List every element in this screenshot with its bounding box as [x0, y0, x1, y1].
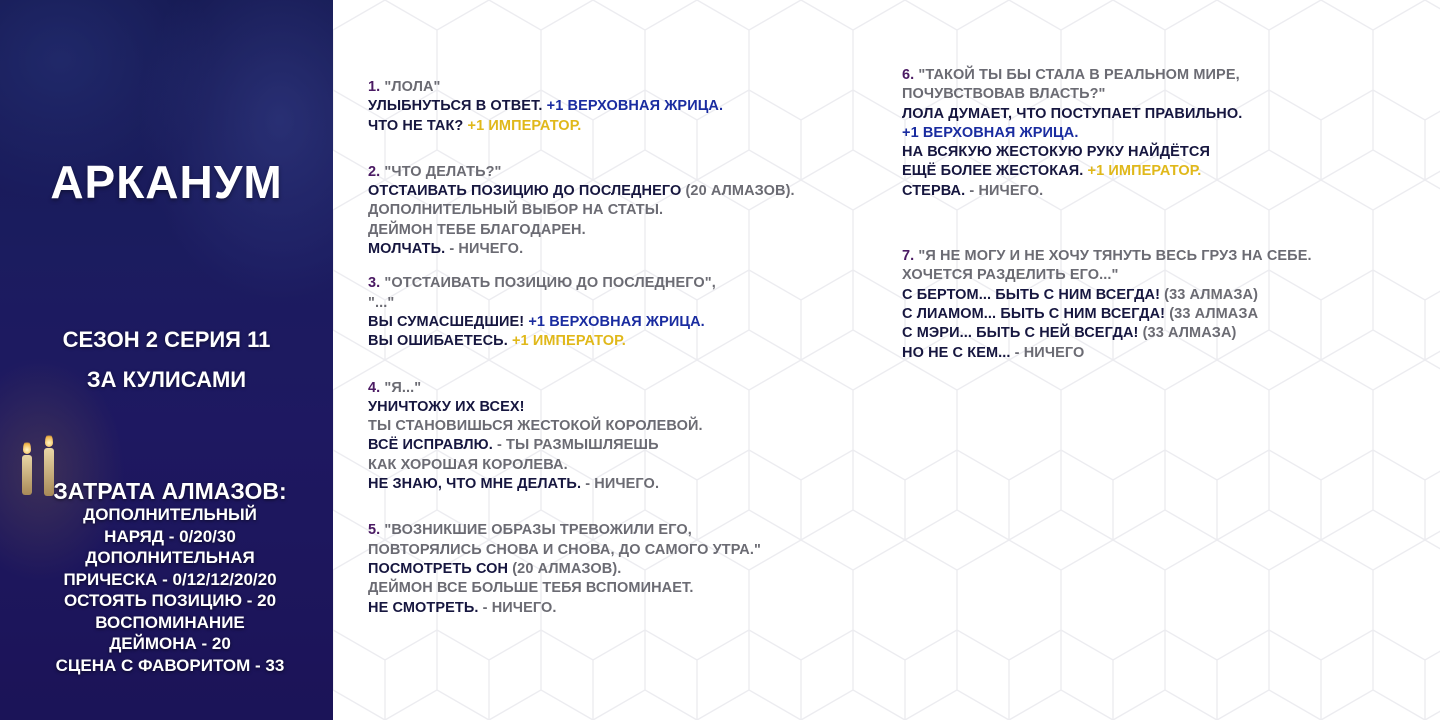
season-episode: СЕЗОН 2 СЕРИЯ 11 [62, 327, 271, 352]
section-question: "ЧТО ДЕЛАТЬ?" [380, 163, 502, 180]
costs-title: ЗАТРАТА АЛМАЗОВ: [53, 478, 287, 504]
choice-option: ВСЁ ИСПРАВЛЮ. [368, 437, 493, 454]
choice-option: ВЫ СУМАСШЕДШИЕ! [368, 313, 529, 330]
diamond-cost: (20 АЛМАЗОВ). [681, 183, 795, 200]
choice-result: КАК ХОРОШАЯ КОРОЛЕВА. [368, 456, 568, 473]
section-question: ПОЧУВСТВОВАВ ВЛАСТЬ?" [902, 86, 1106, 103]
choice-result: - НИЧЕГО. [445, 241, 524, 258]
section-question: ПОВТОРЯЛИСЬ СНОВА И СНОВА, ДО САМОГО УТРА." [368, 541, 761, 558]
section-question: "ТАКОЙ ТЫ БЫ СТАЛА В РЕАЛЬНОМ МИРЕ, [914, 67, 1240, 83]
choice-result: - НИЧЕГО. [478, 599, 557, 616]
cost-line: ВОСПОМИНАНИЕ [95, 612, 245, 632]
choices-column-right [902, 66, 1422, 363]
section-question: "Я НЕ МОГУ И НЕ ХОЧУ ТЯНУТЬ ВЕСЬ ГРУЗ НА СЕБЕ. [914, 248, 1312, 265]
choice-option: С БЕРТОМ... БЫТЬ С НИМ ВСЕГДА! [902, 286, 1161, 303]
choice-option: С МЭРИ... БЫТЬ С НЕЙ ВСЕГДА! [902, 325, 1139, 342]
section-number: 7. [902, 248, 915, 265]
choice-option: УНИЧТОЖУ ИХ ВСЕХ! [368, 398, 525, 415]
choice-option: НО НЕ С КЕМ... [902, 344, 1011, 361]
choice-section-6 [902, 66, 1422, 201]
choice-option: СТЕРВА. [902, 182, 966, 199]
section-question: "Я..." [380, 379, 422, 396]
choice-result: - НИЧЕГО. [965, 182, 1044, 199]
choice-result: - НИЧЕГО. [581, 476, 660, 493]
cost-line: ДОПОЛНИТЕЛЬНАЯ [85, 548, 255, 567]
cost-line: ДОПОЛНИТЕЛЬНЫЙ [83, 505, 257, 524]
diamond-costs [0, 478, 333, 676]
candle-flame-right [45, 433, 53, 447]
game-title: АРКАНУМ [50, 156, 283, 208]
choice-result: - НИЧЕГО [1010, 344, 1085, 361]
stat-bonus: +1 ИМПЕРАТОР. [1087, 163, 1202, 180]
episode-info [0, 320, 333, 400]
stat-bonus: +1 ИМПЕРАТОР. [511, 333, 626, 350]
cost-line: СЦЕНА С ФАВОРИТОМ - 33 [55, 655, 285, 675]
choice-option: ЧТО НЕ ТАК? [368, 117, 468, 134]
choice-section-7 [902, 247, 1422, 363]
choice-section-3 [368, 274, 888, 351]
diamond-cost: (33 АЛМАЗА [1165, 305, 1259, 322]
choice-result: ДЕЙМОН ВСЕ БОЛЬШЕ ТЕБЯ ВСПОМИНАЕТ. [368, 580, 694, 597]
candle-flame-left [23, 440, 31, 454]
cost-line: ОСТОЯТЬ ПОЗИЦИЮ - 20 [63, 591, 277, 610]
choice-option: С ЛИАМОМ... БЫТЬ С НИМ ВСЕГДА! [902, 305, 1166, 322]
section-question: "ОТСТАИВАТЬ ПОЗИЦИЮ ДО ПОСЛЕДНЕГО", [380, 275, 716, 292]
stat-bonus: +1 ВЕРХОВНАЯ ЖРИЦА. [546, 98, 724, 115]
section-question: "..." [368, 294, 395, 311]
choice-section-5 [368, 521, 888, 617]
section-number: 4. [368, 379, 381, 396]
choice-section-2 [368, 163, 888, 259]
diamond-cost: (33 АЛМАЗА) [1160, 286, 1259, 303]
choice-option: ОТСТАИВАТЬ ПОЗИЦИЮ ДО ПОСЛЕДНЕГО [368, 183, 682, 200]
choice-option: НЕ ЗНАЮ, ЧТО МНЕ ДЕЛАТЬ. [368, 476, 582, 493]
choice-option: УЛЫБНУТЬСЯ В ОТВЕТ. [368, 98, 547, 115]
choice-section-4 [368, 379, 888, 495]
choice-option: ЛОЛА ДУМАЕТ, ЧТО ПОСТУПАЕТ ПРАВИЛЬНО. [902, 105, 1243, 122]
cost-line: ПРИЧЕСКА - 0/12/12/20/20 [63, 569, 277, 589]
cost-line: ДЕЙМОНА - 20 [109, 634, 231, 653]
stat-bonus: +1 ВЕРХОВНАЯ ЖРИЦА. [902, 124, 1079, 141]
choice-option: ПОСМОТРЕТЬ СОН [368, 560, 509, 577]
choice-result: ТЫ СТАНОВИШЬСЯ ЖЕСТОКОЙ КОРОЛЕВОЙ. [368, 418, 703, 435]
choice-result: ДЕЙМОН ТЕБЕ БЛАГОДАРЕН. [368, 221, 586, 238]
choices-column-left [368, 78, 888, 618]
choice-option: МОЛЧАТЬ. [368, 241, 446, 258]
choice-option: ВЫ ОШИБАЕТЕСЬ. [368, 333, 512, 350]
section-number: 5. [368, 522, 381, 539]
stat-bonus: +1 ВЕРХОВНАЯ ЖРИЦА. [528, 313, 705, 330]
cost-line: НАРЯД - 0/20/30 [104, 526, 236, 546]
section-number: 2. [368, 163, 381, 180]
section-number: 1. [368, 79, 381, 95]
section-number: 3. [368, 275, 381, 292]
section-question: "ВОЗНИКШИЕ ОБРАЗЫ ТРЕВОЖИЛИ ЕГО, [380, 522, 692, 539]
choice-section-1 [368, 78, 888, 136]
choice-result: ДОПОЛНИТЕЛЬНЫЙ ВЫБОР НА СТАТЫ. [368, 202, 664, 219]
sidebar-panel [0, 0, 333, 720]
section-question: ХОЧЕТСЯ РАЗДЕЛИТЬ ЕГО..." [902, 267, 1119, 284]
choice-result: - ТЫ РАЗМЫШЛЯЕШЬ [492, 437, 659, 454]
section-question: "ЛОЛА" [380, 79, 441, 95]
choice-option: НА ВСЯКУЮ ЖЕСТОКУЮ РУКУ НАЙДЁТСЯ [902, 144, 1210, 161]
stat-bonus: +1 ИМПЕРАТОР. [467, 117, 582, 134]
choice-option: ЕЩЁ БОЛЕЕ ЖЕСТОКАЯ. [902, 163, 1088, 180]
diamond-cost: (20 АЛМАЗОВ). [508, 560, 622, 577]
choice-option: НЕ СМОТРЕТЬ. [368, 599, 479, 616]
diamond-cost: (33 АЛМАЗА) [1138, 325, 1237, 342]
episode-name: ЗА КУЛИСАМИ [86, 367, 247, 392]
section-number: 6. [902, 67, 915, 83]
